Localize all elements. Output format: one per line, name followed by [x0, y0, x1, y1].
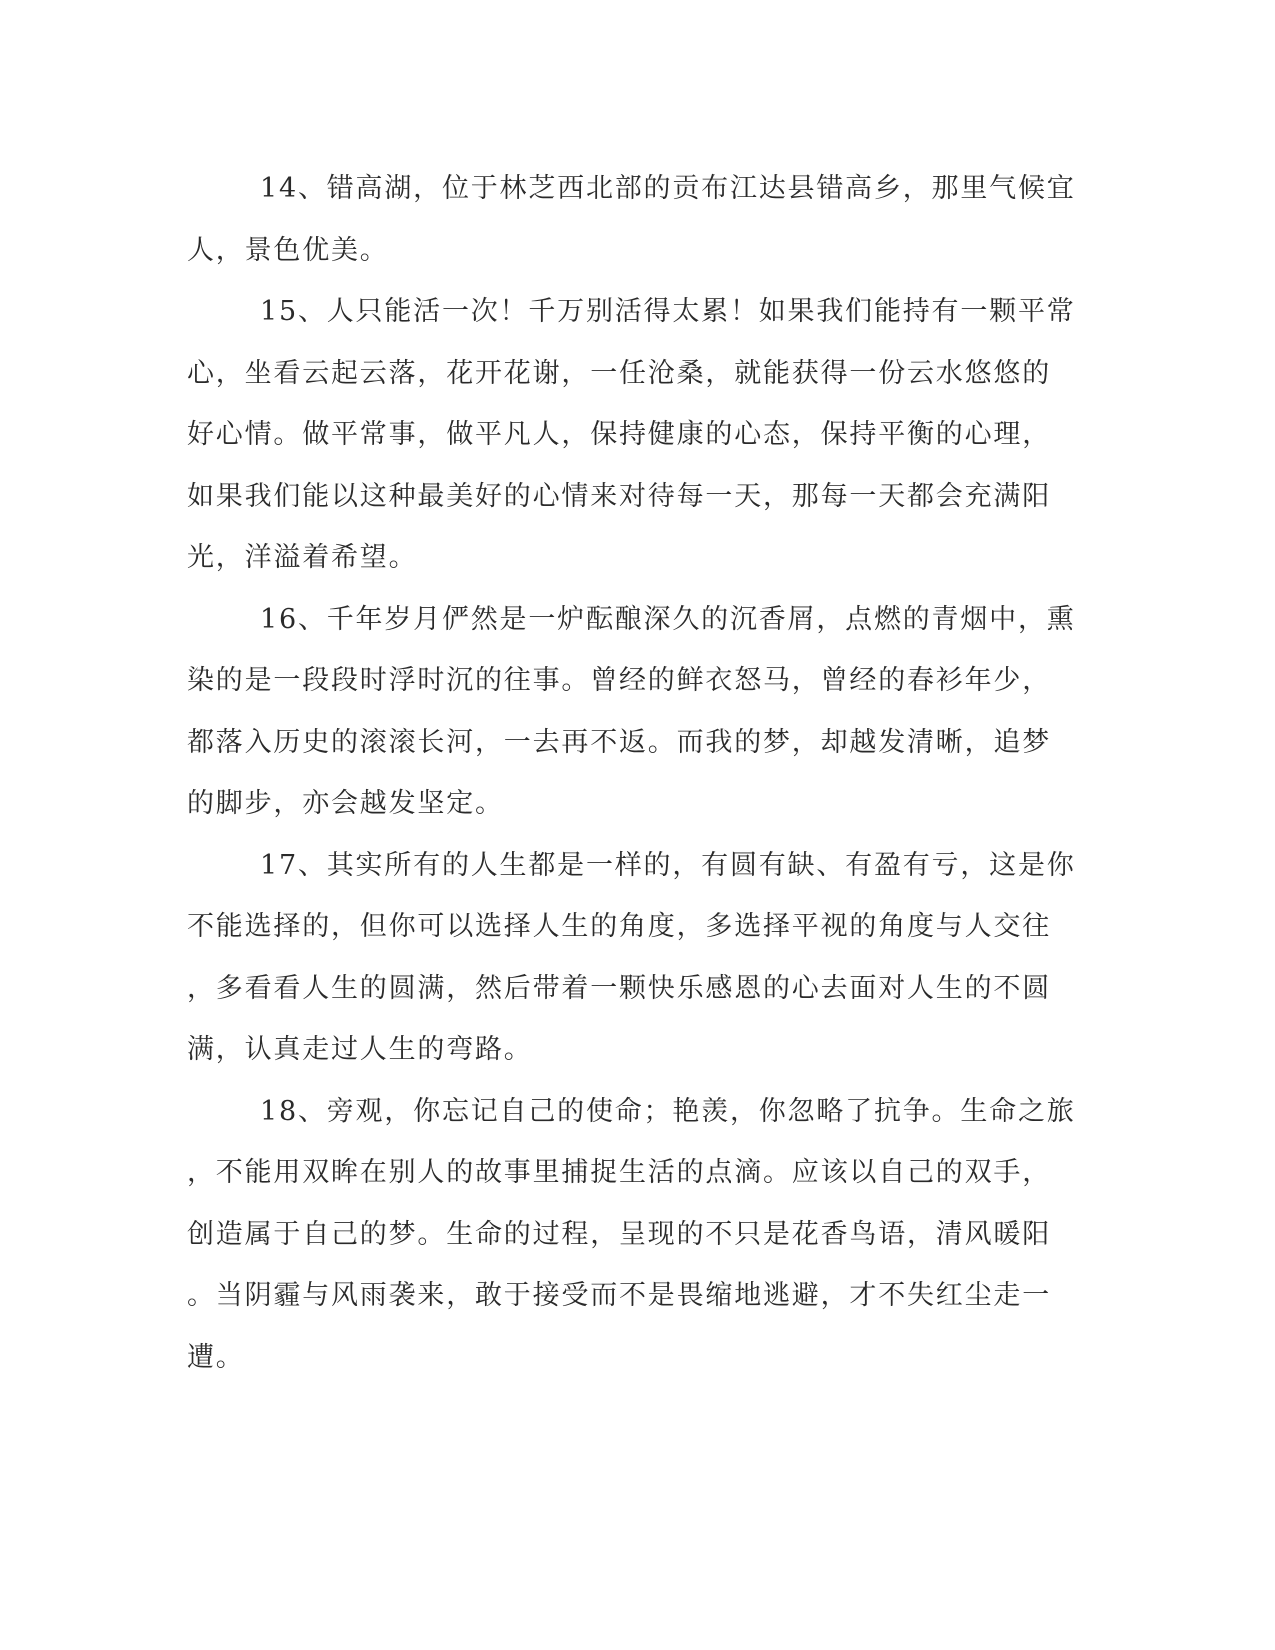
- paragraph-line: 18、旁观，你忘记自己的使命；艳羡，你忽略了抗争。生命之旅: [260, 1095, 1076, 1127]
- paragraph-17: [187, 835, 1076, 1081]
- paragraph-line: 光，洋溢着希望。: [187, 542, 418, 573]
- paragraph-line: 遭。: [187, 1341, 245, 1373]
- paragraph-line: 不能选择的，但你可以选择人生的角度，多选择平视的角度与人交往: [187, 911, 1051, 942]
- paragraph-line: 好心情。做平常事，做平凡人，保持健康的心态，保持平衡的心理，: [187, 419, 1051, 450]
- paragraph-line: 人，景色优美。: [187, 234, 389, 266]
- paragraph-line: 心，坐看云起云落，花开花谢，一任沧桑，就能获得一份云水悠悠的: [187, 357, 1051, 389]
- document-body: [187, 158, 1076, 1388]
- paragraph-line: 15、人只能活一次！千万别活得太累！如果我们能持有一颗平常: [260, 296, 1076, 327]
- paragraph-line: 创造属于自己的梦。生命的过程，呈现的不只是花香鸟语，清风暖阳: [187, 1218, 1051, 1250]
- paragraph-line: 满，认真走过人生的弯路。: [187, 1034, 533, 1065]
- paragraph-line: ，多看看人生的圆满，然后带着一颗快乐感恩的心去面对人生的不圆: [187, 972, 1051, 1004]
- paragraph-16: [187, 589, 1076, 835]
- paragraph-line: 。当阴霾与风雨袭来，敢于接受而不是畏缩地逃避，才不失红尘走一: [187, 1280, 1051, 1311]
- paragraph-line: 14、错高湖，位于林芝西北部的贡布江达县错高乡，那里气候宜: [260, 173, 1076, 204]
- paragraph-14: [187, 158, 1076, 281]
- paragraph-line: 如果我们能以这种最美好的心情来对待每一天，那每一天都会充满阳: [187, 480, 1051, 512]
- paragraph-line: 都落入历史的滚滚长河，一去再不返。而我的梦，却越发清晰，追梦: [187, 726, 1051, 758]
- paragraph-line: 染的是一段段时浮时沉的往事。曾经的鲜衣怒马，曾经的春衫年少，: [187, 665, 1051, 696]
- paragraph-line: 的脚步，亦会越发坚定。: [187, 788, 504, 819]
- paragraph-line: 17、其实所有的人生都是一样的，有圆有缺、有盈有亏，这是你: [260, 849, 1076, 881]
- paragraph-18: [187, 1081, 1076, 1389]
- paragraph-line: 16、千年岁月俨然是一炉酝酿深久的沉香屑，点燃的青烟中，熏: [260, 603, 1076, 635]
- paragraph-line: ，不能用双眸在别人的故事里捕捉生活的点滴。应该以自己的双手，: [187, 1157, 1051, 1188]
- paragraph-15: [187, 281, 1076, 589]
